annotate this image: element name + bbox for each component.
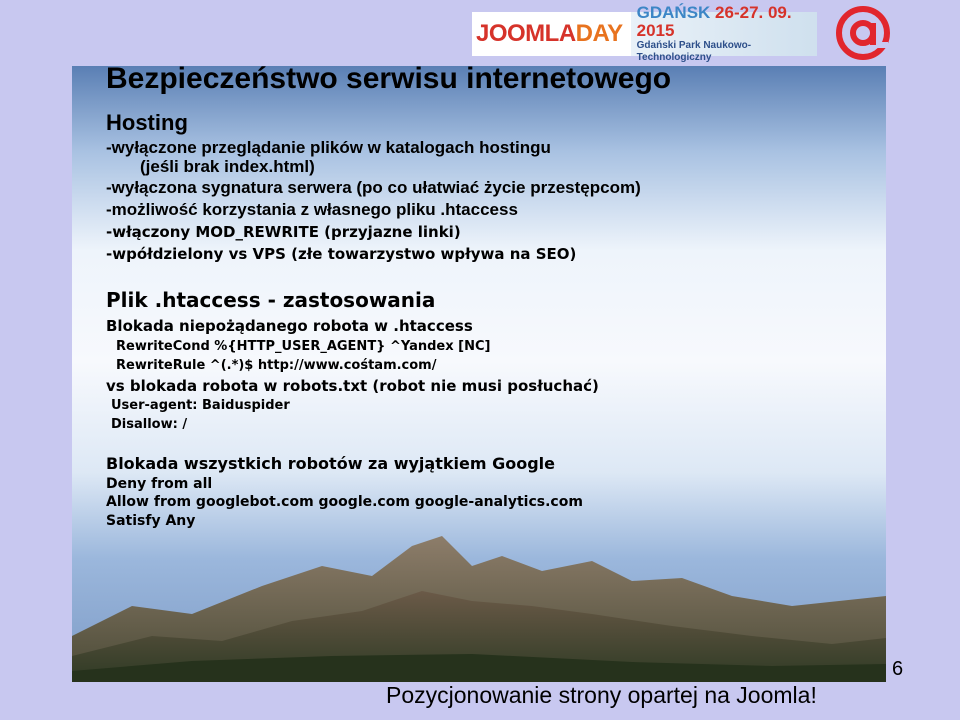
robots-title: vs blokada robota w robots.txt (robot nie musi posłuchać) [106,377,599,395]
joomladay-banner [472,3,817,63]
hosting-item: (jeśli brak index.html) [140,157,315,176]
google-line: Deny from all [106,476,213,492]
google-heading: Blokada wszystkich robotów za wyjątkiem Google [106,454,555,473]
code-line: User-agent: Baiduspider [111,398,290,413]
hosting-item: -wyłączona sygnatura serwera (po co ułatwiać życie przestępcom) [106,178,641,197]
code-line: RewriteRule ^(.*)$ http://www.cośtam.com/ [116,358,437,373]
joomladay-logo-text: JOOMLADAY [476,20,623,47]
code-line: RewriteCond %{HTTP_USER_AGENT} ^Yandex [NC] [116,339,491,354]
slide-title: Bezpieczeństwo serwisu internetowego [106,62,672,95]
htaccess-block-title: Blokada niepożądanego robota w .htaccess [106,317,473,335]
page-number: 6 [892,658,904,680]
footer-text: Pozycjonowanie strony opartej na Joomla! [386,682,817,708]
hosting-item: -wyłączone przeglądanie plików w katalogach hostingu [106,138,551,157]
hosting-item: -włączony MOD_REWRITE (przyjazne linki) [106,223,461,241]
hosting-heading: Hosting [106,110,188,135]
event-info [631,3,817,63]
event-venue: Gdański Park Naukowo-Technologiczny [636,40,752,63]
code-line: Disallow: / [111,417,188,432]
at-sign-logo-icon [836,6,890,60]
htaccess-heading: Plik .htaccess - zastosowania [106,288,436,312]
hosting-item: -wpółdzielony vs VPS (złe towarzystwo wpływa na SEO) [106,245,577,263]
event-city-dates: GDAŃSK 26-27. 09. 2015 [636,3,792,40]
google-line: Allow from googlebot.com google.com google-analytics.com [106,494,583,510]
hosting-item: -możliwość korzystania z własnego pliku .htaccess [106,200,518,219]
google-line: Satisfy Any [106,513,196,529]
